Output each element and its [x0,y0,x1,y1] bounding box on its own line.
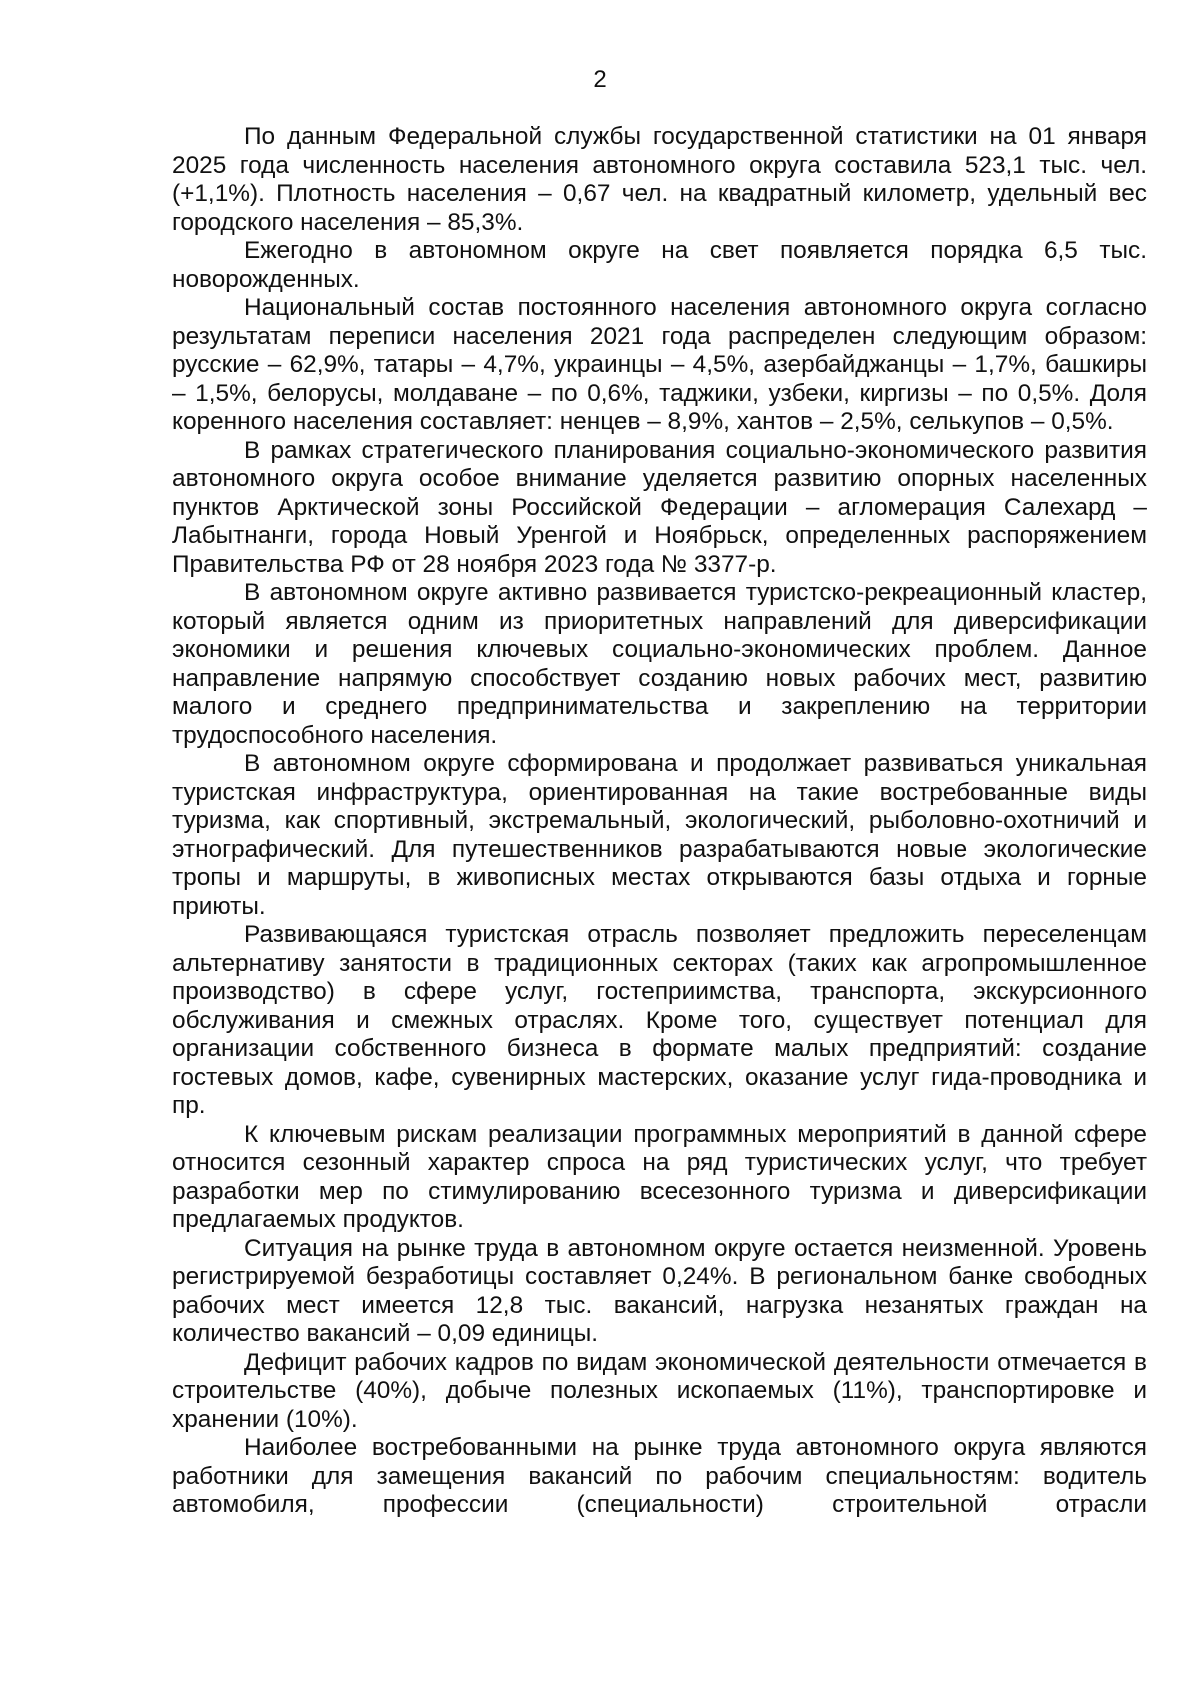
paragraph-strategic-planning: В рамках стратегического планирования социально-экономического развития автономного округа особое внимание уделяется развитию опорных населенных пунктов Арктической зоны Российской Федерации – агломерация Салехард – Лабытнанги, города Новый Уренгой и Ноябрьск, определенных распоряжением Правительства РФ от 28 ноября 2023 года № 3377-р. [172,436,1147,578]
document-body [172,123,1147,1520]
paragraph-demanded-professions: Наиболее востребованными на рынке труда автономного округа являются работники для замещения вакансий по рабочим специальностям: водитель автомобиля, профессии (специальности) строительной отрасли [172,1434,1147,1518]
paragraph-births: Ежегодно в автономном округе на свет появляется порядка 6,5 тыс. новорожденных. [172,237,1147,293]
paragraph-labor-market: Ситуация на рынке труда в автономном округе остается неизменной. Уровень регистрируемой безработицы составляет 0,24%. В региональном банке свободных рабочих мест имеется 12,8 тыс. вакансий, нагрузка незанятых граждан на количество вакансий – 0,09 единицы. [172,1234,1147,1347]
paragraph-tourism-infrastructure: В автономном округе сформирована и продолжает развиваться уникальная туристская инфраструктура, ориентированная на такие востребованные виды туризма, как спортивный, экстремальный, экологический, рыболовно-охотничий и этнографический. Для путешественников разрабатываются новые экологические тропы и маршруты, в живописных местах открываются базы отдыха и горные приюты. [172,750,1147,920]
paragraph-labor-deficit: Дефицит рабочих кадров по видам экономической деятельности отмечается в строительстве (40%), добыче полезных ископаемых (11%), транспортировке и хранении (10%). [172,1348,1147,1433]
paragraph-population: По данным Федеральной службы государственной статистики на 01 января 2025 года численность населения автономного округа составила 523,1 тыс. чел. (+1,1%). Плотность населения – 0,67 чел. на квадратный километр, удельный вес городского населения – 85,3%. [172,123,1147,236]
paragraph-national-composition: Национальный состав постоянного населения автономного округа согласно результатам переписи населения 2021 года распределен следующим образом: русские – 62,9%, татары – 4,7%, украинцы – 4,5%, азербайджанцы – 1,7%, башкиры – 1,5%, белорусы, молдаване – по 0,6%, таджики, узбеки, киргизы – по 0,5%. Доля коренного населения составляет: ненцев – 8,9%, хантов – 2,5%, селькупов – 0,5%. [172,294,1147,435]
paragraph-tourism-cluster: В автономном округе активно развивается туристско-рекреационный кластер, который является одним из приоритетных направлений для диверсификации экономики и решения ключевых социально-экономических проблем. Данное направление напрямую способствует созданию новых рабочих мест, развитию малого и среднего предпринимательства и закреплению на территории трудоспособного населения. [172,579,1147,749]
page-number: 2 [593,66,607,93]
paragraph-tourism-employment: Развивающаяся туристская отрасль позволяет предложить переселенцам альтернативу занятости в традиционных секторах (таких как агропромышленное производство) в сфере услуг, гостеприимства, транспорта, экскурсионного обслуживания и смежных отраслях. Кроме того, существует потенциал для организации собственного бизнеса в формате малых предприятий: создание гостевых домов, кафе, сувенирных мастерских, оказание услуг гида-проводника и пр. [172,921,1147,1119]
paragraph-tourism-risks: К ключевым рискам реализации программных мероприятий в данной сфере относится сезонный характер спроса на ряд туристических услуг, что требует разработки мер по стимулированию всесезонного туризма и диверсификации предлагаемых продуктов. [172,1120,1147,1233]
